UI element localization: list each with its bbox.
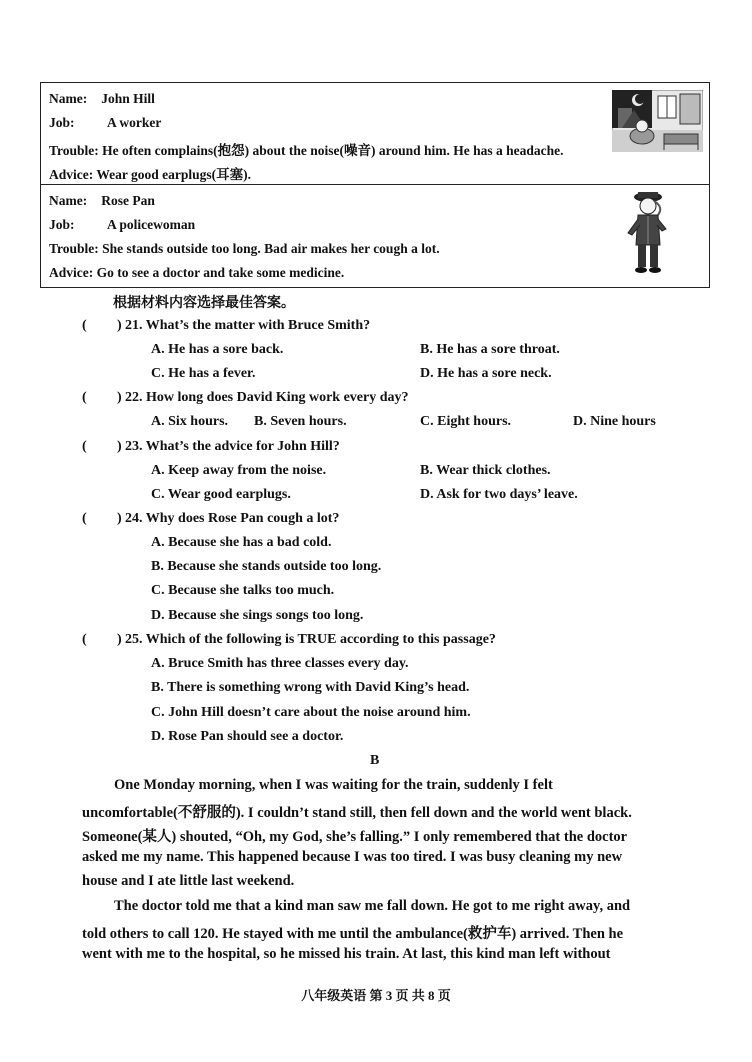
answer-paren-close: ) xyxy=(117,439,122,454)
option-c: C. He has a fever. xyxy=(151,366,256,381)
passage-line: asked me my name. This happened because I was too tired. I was busy cleaning my new xyxy=(82,849,623,865)
answer-paren-close: ) xyxy=(117,511,122,526)
question-stem: 21. What’s the matter with Bruce Smith? xyxy=(125,318,371,333)
advice-row xyxy=(49,163,251,183)
job-label: Job: xyxy=(49,115,75,130)
name-value: John Hill xyxy=(101,91,155,106)
answer-paren-open: ( xyxy=(82,632,87,647)
passage-line: The doctor told me that a kind man saw me fall down. He got to me right away, and xyxy=(114,898,631,914)
advice-row xyxy=(49,265,344,281)
profile-rose-pan xyxy=(41,184,709,287)
section-heading: B xyxy=(370,753,380,768)
option-a: A. Bruce Smith has three classes every day. xyxy=(151,656,409,671)
instruction: 根据材料内容选择最佳答案。 xyxy=(113,296,295,311)
option-a: A. Keep away from the noise. xyxy=(151,463,327,478)
option-b: B. Because she stands outside too long. xyxy=(151,559,382,574)
answer-paren-open: ( xyxy=(82,318,87,333)
option-b: B. Wear thick clothes. xyxy=(420,463,551,478)
name-row xyxy=(49,193,155,209)
job-value: A policewoman xyxy=(107,217,196,232)
option-d: D. Nine hours xyxy=(573,414,656,429)
option-d: D. Because she sings songs too long. xyxy=(151,608,364,623)
name-label: Name: xyxy=(49,91,88,106)
passage-line: told others to call 120. He stayed with me until the ambulance(救护车) arrived. Then he xyxy=(82,926,624,942)
job-label: Job: xyxy=(49,217,75,232)
option-a: A. He has a sore back. xyxy=(151,342,284,357)
policewoman-illustration xyxy=(624,189,674,277)
name-value: Rose Pan xyxy=(101,193,155,208)
name-label: Name: xyxy=(49,193,88,208)
passage-line: went with me to the hospital, so he missed his train. At last, this kind man left without xyxy=(82,946,611,962)
trouble-value: She stands outside too long. Bad air makes her cough a lot. xyxy=(102,241,440,256)
question-stem: 23. What’s the advice for John Hill? xyxy=(125,439,340,454)
answer-paren-close: ) xyxy=(117,632,122,647)
job-value: A worker xyxy=(107,115,162,130)
trouble-label: Trouble: xyxy=(49,143,99,158)
advice-value: Wear good earplugs(耳塞). xyxy=(96,167,252,182)
trouble-value: He often complains(抱怨) about the noise(噪音) around him. He has a headache. xyxy=(102,143,564,158)
advice-value: Go to see a doctor and take some medicine. xyxy=(96,265,345,280)
question-stem: 25. Which of the following is TRUE according to this passage? xyxy=(125,632,496,647)
option-c: C. Eight hours. xyxy=(420,414,512,429)
advice-label: Advice: xyxy=(49,265,94,280)
answer-paren-close: ) xyxy=(117,390,122,405)
advice-label: Advice: xyxy=(49,167,94,182)
job-row xyxy=(49,217,195,233)
job-row xyxy=(49,115,161,131)
name-row xyxy=(49,91,155,107)
option-d: D. Rose Pan should see a doctor. xyxy=(151,729,344,744)
option-b: B. Seven hours. xyxy=(254,414,347,429)
option-d: D. He has a sore neck. xyxy=(420,366,552,381)
trouble-row xyxy=(49,241,440,257)
trouble-row xyxy=(49,139,564,159)
option-b: B. There is something wrong with David King’s head. xyxy=(151,680,470,695)
page-footer: 八年级英语 第 3 页 共 8 页 xyxy=(301,988,451,1003)
info-table xyxy=(40,82,710,288)
passage-line: uncomfortable(不舒服的). I couldn’t stand still, then fell down and the world went black. xyxy=(82,805,632,821)
option-a: A. Because she has a bad cold. xyxy=(151,535,332,550)
noisy-night-illustration xyxy=(612,90,703,152)
profile-john-hill xyxy=(41,83,709,184)
option-a: A. Six hours. xyxy=(151,414,229,429)
option-c: C. Wear good earplugs. xyxy=(151,487,291,502)
passage-line: house and I ate little last weekend. xyxy=(82,873,295,889)
question-stem: 24. Why does Rose Pan cough a lot? xyxy=(125,511,340,526)
option-c: C. John Hill doesn’t care about the noise around him. xyxy=(151,705,471,720)
passage-line: One Monday morning, when I was waiting for the train, suddenly I felt xyxy=(114,777,553,793)
option-d: D. Ask for two days’ leave. xyxy=(420,487,578,502)
answer-paren-open: ( xyxy=(82,511,87,526)
option-b: B. He has a sore throat. xyxy=(420,342,560,357)
question-stem: 22. How long does David King work every day? xyxy=(125,390,409,405)
answer-paren-open: ( xyxy=(82,439,87,454)
option-c: C. Because she talks too much. xyxy=(151,583,335,598)
answer-paren-open: ( xyxy=(82,390,87,405)
passage-line: Someone(某人) shouted, “Oh, my God, she’s falling.” I only remembered that the doctor xyxy=(82,829,628,845)
answer-paren-close: ) xyxy=(117,318,122,333)
trouble-label: Trouble: xyxy=(49,241,99,256)
